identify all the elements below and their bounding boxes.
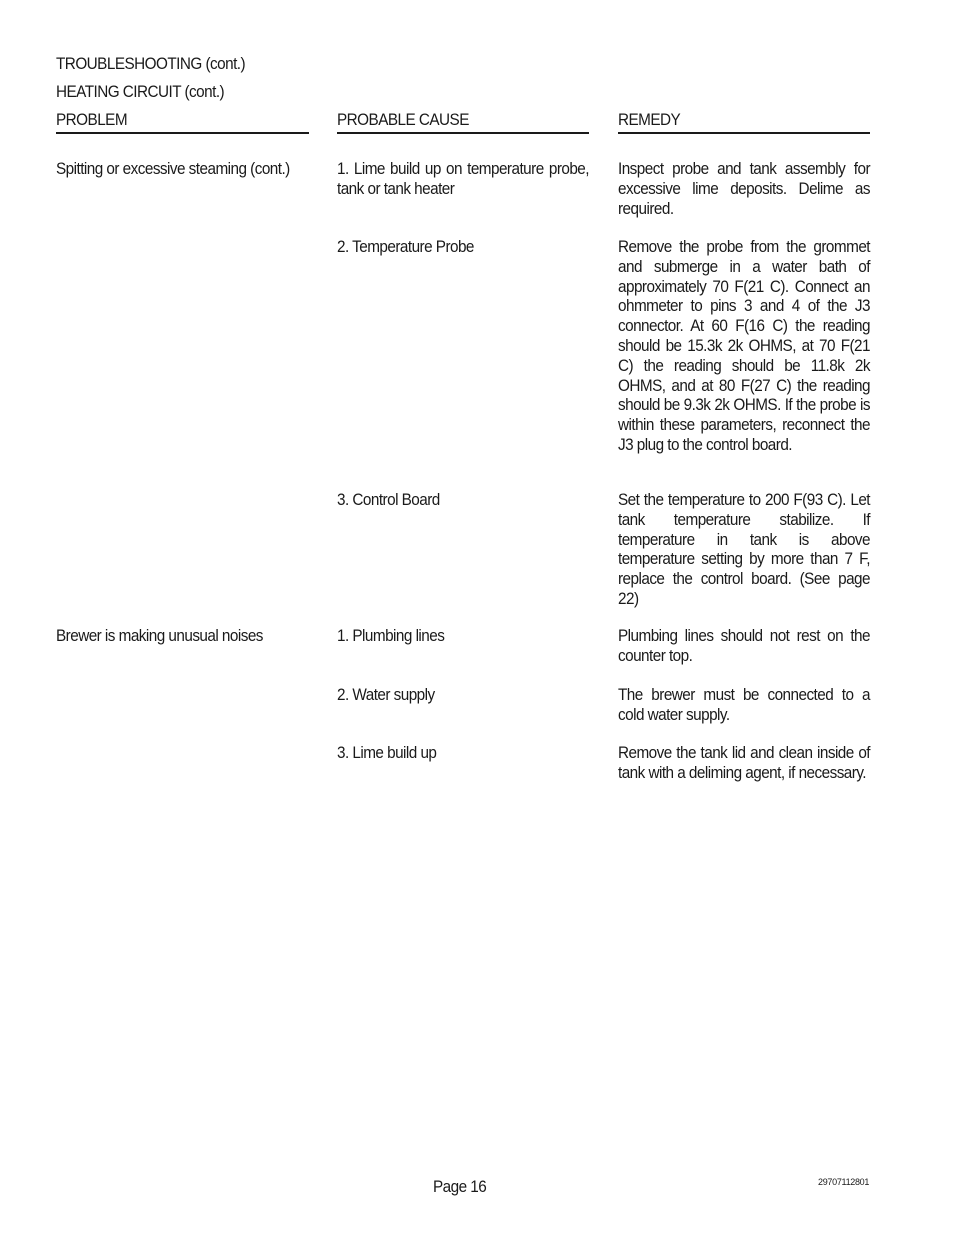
column-header-problem <box>56 110 309 134</box>
cause-text: 3. Control Board <box>337 490 440 509</box>
column-header-problem-label: PROBLEM <box>56 110 128 129</box>
remedy-text: Inspect probe and tank assembly for excessive lime deposits. Delime as required. <box>618 159 870 218</box>
section-subtitle: HEATING CIRCUIT (cont.) <box>56 82 225 101</box>
table-row-remedy <box>618 490 870 609</box>
cause-text: 2. Temperature Probe <box>337 237 474 256</box>
remedy-text: Remove the tank lid and clean inside of tank with a deliming agent, if necessary. <box>618 743 870 782</box>
remedy-text: Remove the probe from the grommet and submerge in a water bath of approximately 70 F(21 C). Connect an ohmmeter to pins 3 and 4 of the J3 connector. At 60 F(16 C) the reading should be 15.3k 2k OHMS, at 70 F(21 C) the reading should be 11.8k 2k OHMS, and at 80 F(27 C) the reading should be 9.3k 2k OHMS. If the probe is within these parameters, reconnect the J3 plug to the control board. <box>618 237 870 454</box>
table-row-cause <box>337 159 589 199</box>
table-row-cause <box>337 743 589 763</box>
cause-text: 2. Water supply <box>337 685 435 704</box>
column-header-remedy <box>618 110 870 134</box>
section-title: TROUBLESHOOTING (cont.) <box>56 54 246 73</box>
cause-text: 1. Plumbing lines <box>337 626 445 645</box>
column-header-remedy-label: REMEDY <box>618 110 681 129</box>
table-row-remedy <box>618 743 870 783</box>
remedy-text: Set the temperature to 200 F(93 C). Let tank temperature stabilize. If temperature in tank is above temperature setting by more than 7 F, replace the control board. (See page 22) <box>618 490 870 608</box>
table-row-remedy <box>618 626 870 666</box>
table-row-cause <box>337 626 589 646</box>
problem-text: Spitting or excessive steaming (cont.) <box>56 159 290 178</box>
remedy-text: Plumbing lines should not rest on the counter top. <box>618 626 870 665</box>
table-row-cause <box>337 685 589 705</box>
column-header-cause-label: PROBABLE CAUSE <box>337 110 469 129</box>
table-row-cause <box>337 237 589 257</box>
table-row-remedy <box>618 159 870 218</box>
table-row-remedy <box>618 685 870 725</box>
problem-text: Brewer is making unusual noises <box>56 626 263 645</box>
table-row-cause <box>337 490 589 510</box>
remedy-text: The brewer must be connected to a cold water supply. <box>618 685 870 724</box>
table-row-problem <box>56 626 309 646</box>
cause-text: 1. Lime build up on temperature probe, tank or tank heater <box>337 159 589 198</box>
page-number: Page 16 <box>433 1177 487 1196</box>
table-row-remedy <box>618 237 870 455</box>
document-code: 29707112801 <box>818 1177 870 1187</box>
table-row-problem <box>56 159 309 179</box>
column-header-cause <box>337 110 589 134</box>
cause-text: 3. Lime build up <box>337 743 437 762</box>
